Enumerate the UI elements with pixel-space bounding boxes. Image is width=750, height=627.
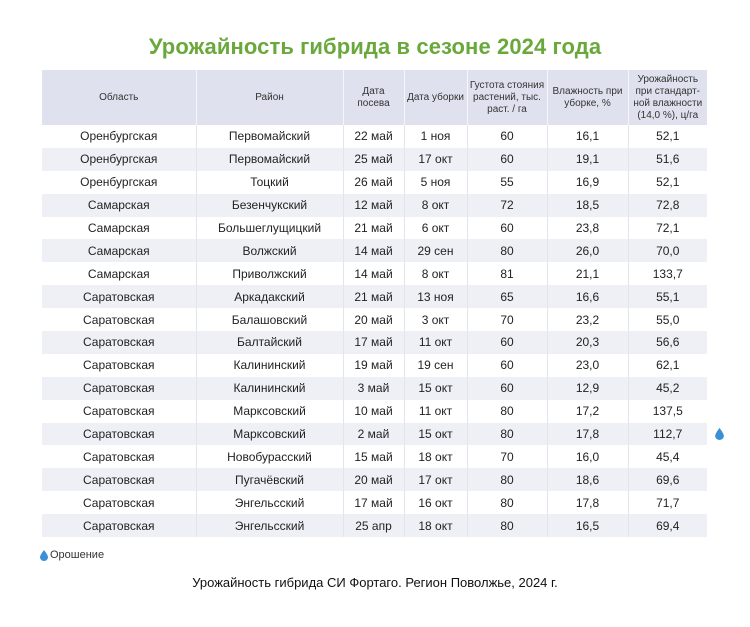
yield-table — [42, 70, 707, 537]
cell-moisture-value: 23,0 — [575, 358, 600, 373]
cell-region-value: Саратовская — [82, 381, 155, 396]
cell-harvest-date — [404, 354, 467, 377]
header-moisture: Влажность при уборке, % — [547, 70, 628, 125]
cell-harvest-date — [404, 194, 467, 217]
table-row — [42, 125, 707, 148]
cell-harvest-date-value: 18 окт — [418, 449, 453, 464]
cell-sowing-date — [343, 400, 404, 423]
cell-region — [42, 514, 196, 537]
cell-sowing-date — [343, 171, 404, 194]
cell-region — [42, 285, 196, 308]
cell-plant-density-value: 60 — [500, 335, 514, 350]
cell-district — [196, 171, 343, 194]
cell-moisture-value: 23,2 — [575, 312, 600, 327]
cell-sowing-date — [343, 491, 404, 514]
cell-district-value: Калининский — [233, 358, 306, 373]
cell-yield — [628, 217, 707, 240]
cell-region-value: Саратовская — [82, 518, 155, 533]
cell-harvest-date-value: 18 окт — [418, 518, 453, 533]
cell-district — [196, 262, 343, 285]
cell-plant-density-value: 60 — [500, 221, 514, 235]
cell-yield — [628, 171, 707, 194]
cell-plant-density — [467, 217, 547, 240]
cell-yield-value: 133,7 — [652, 266, 683, 281]
cell-sowing-date — [343, 445, 404, 468]
cell-yield — [628, 491, 707, 514]
cell-district-value: Первомайский — [228, 152, 311, 167]
cell-moisture — [547, 262, 628, 285]
cell-region — [42, 171, 196, 194]
cell-sowing-date-value: 15 май — [354, 449, 393, 464]
cell-district — [196, 423, 343, 446]
cell-harvest-date — [404, 148, 467, 171]
cell-district — [196, 445, 343, 468]
cell-yield-value: 112,7 — [653, 427, 683, 442]
cell-district — [196, 377, 343, 400]
cell-yield-value: 52,1 — [656, 129, 680, 144]
cell-moisture-value: 18,6 — [575, 472, 600, 487]
header-harvest-date: Дата уборки — [404, 70, 467, 125]
header-sowing-date: Дата посева — [343, 70, 404, 125]
cell-district-value: Безенчукский — [231, 198, 308, 213]
cell-district — [196, 194, 343, 217]
cell-moisture — [547, 148, 628, 171]
cell-region — [42, 400, 196, 423]
cell-sowing-date — [343, 262, 404, 285]
cell-yield — [628, 331, 707, 354]
cell-district-value: Пугачёвский — [235, 472, 304, 487]
cell-region — [42, 308, 196, 331]
cell-harvest-date — [404, 217, 467, 240]
cell-plant-density-value: 70 — [500, 312, 514, 327]
cell-plant-density-value: 65 — [500, 289, 514, 304]
cell-yield-value: 70,0 — [656, 243, 680, 258]
cell-plant-density-value: 60 — [500, 129, 514, 144]
cell-moisture — [547, 468, 628, 491]
cell-sowing-date-value: 10 май — [354, 404, 393, 419]
cell-plant-density — [467, 468, 547, 491]
cell-yield — [628, 194, 707, 217]
cell-moisture — [547, 285, 628, 308]
cell-moisture — [547, 514, 628, 537]
cell-region-value: Самарская — [87, 243, 150, 258]
cell-yield-value: 56,6 — [656, 335, 680, 350]
cell-region — [42, 217, 196, 240]
cell-moisture — [547, 491, 628, 514]
cell-yield — [628, 445, 707, 468]
cell-plant-density — [467, 445, 547, 468]
cell-moisture-value: 16,9 — [575, 175, 600, 190]
cell-plant-density — [467, 354, 547, 377]
cell-yield-value: 71,7 — [656, 495, 680, 510]
cell-moisture-value: 17,8 — [575, 495, 600, 510]
cell-region-value: Оренбургская — [80, 152, 158, 167]
cell-yield — [628, 239, 707, 262]
cell-sowing-date-value: 2 май — [357, 427, 390, 442]
cell-sowing-date-value: 17 май — [354, 335, 393, 350]
legend — [40, 549, 104, 561]
cell-yield — [628, 148, 707, 171]
cell-region-value: Саратовская — [82, 358, 155, 373]
cell-yield — [628, 423, 707, 446]
cell-plant-density-value: 80 — [500, 518, 514, 533]
cell-harvest-date-value: 19 сен — [417, 358, 454, 373]
cell-plant-density — [467, 491, 547, 514]
cell-district — [196, 125, 343, 148]
cell-region-value: Самарская — [87, 266, 150, 281]
cell-region-value: Оренбургская — [80, 129, 158, 144]
water-drop-icon — [40, 550, 48, 561]
cell-yield-value: 55,0 — [656, 312, 680, 327]
table-row — [42, 331, 707, 354]
cell-sowing-date — [343, 308, 404, 331]
cell-moisture-value: 18,5 — [575, 198, 600, 213]
cell-moisture — [547, 423, 628, 446]
page-title: Урожайность гибрида в сезоне 2024 года — [148, 34, 602, 59]
cell-yield — [628, 354, 707, 377]
cell-sowing-date — [343, 194, 404, 217]
cell-region-value: Саратовская — [82, 449, 155, 464]
cell-sowing-date — [343, 423, 404, 446]
cell-harvest-date — [404, 308, 467, 331]
cell-region — [42, 331, 196, 354]
cell-district — [196, 148, 343, 171]
header-district: Район — [196, 70, 343, 125]
cell-yield-value: 45,2 — [656, 381, 680, 396]
table-row — [42, 308, 707, 331]
cell-plant-density-value: 81 — [500, 266, 514, 281]
cell-plant-density — [467, 331, 547, 354]
cell-sowing-date-value: 25 май — [354, 152, 393, 167]
cell-sowing-date-value: 21 май — [354, 221, 393, 235]
cell-yield-value: 69,4 — [656, 518, 680, 533]
cell-harvest-date — [404, 285, 467, 308]
cell-moisture — [547, 331, 628, 354]
cell-moisture-value: 16,0 — [575, 449, 600, 464]
cell-region-value: Саратовская — [82, 289, 155, 304]
cell-harvest-date-value: 15 окт — [418, 427, 453, 442]
cell-moisture-value: 16,1 — [575, 129, 600, 144]
cell-district — [196, 400, 343, 423]
table-row — [42, 400, 707, 423]
header-plant-density: Густота стояния растений, тыс. раст. / га — [467, 70, 547, 125]
table-row — [42, 239, 707, 262]
cell-plant-density — [467, 308, 547, 331]
cell-plant-density-value: 80 — [500, 404, 514, 419]
cell-harvest-date — [404, 468, 467, 491]
cell-sowing-date — [343, 148, 404, 171]
cell-yield — [628, 125, 707, 148]
cell-district — [196, 331, 343, 354]
cell-sowing-date-value: 20 май — [354, 312, 393, 327]
cell-district — [196, 285, 343, 308]
table-row — [42, 377, 707, 400]
cell-harvest-date-value: 11 окт — [418, 404, 453, 419]
cell-district-value: Марксовский — [233, 404, 306, 419]
cell-harvest-date — [404, 239, 467, 262]
cell-district — [196, 354, 343, 377]
cell-region — [42, 262, 196, 285]
cell-plant-density-value: 80 — [500, 495, 514, 510]
cell-moisture-value: 26,0 — [575, 243, 600, 258]
cell-district-value: Энгельсский — [234, 518, 305, 533]
table-row — [42, 194, 707, 217]
table-row — [42, 423, 707, 446]
cell-harvest-date-value: 15 окт — [418, 381, 453, 396]
cell-yield — [628, 514, 707, 537]
cell-sowing-date-value: 17 май — [354, 495, 393, 510]
header-yield: Урожайность при стандарт-ной влажности (14,0 %), ц/га — [628, 70, 707, 125]
cell-sowing-date — [343, 514, 404, 537]
cell-yield — [628, 377, 707, 400]
table-header-row — [42, 70, 707, 125]
cell-region — [42, 491, 196, 514]
cell-plant-density — [467, 514, 547, 537]
table-row — [42, 445, 707, 468]
cell-harvest-date — [404, 423, 467, 446]
cell-plant-density-value: 80 — [500, 472, 514, 487]
cell-harvest-date-value: 6 окт — [421, 221, 450, 235]
cell-plant-density — [467, 262, 547, 285]
cell-sowing-date-value: 20 май — [354, 472, 393, 487]
cell-harvest-date-value: 8 окт — [421, 198, 450, 213]
cell-moisture — [547, 194, 628, 217]
cell-district-value: Балашовский — [231, 312, 308, 327]
cell-sowing-date — [343, 331, 404, 354]
cell-sowing-date — [343, 125, 404, 148]
cell-sowing-date — [343, 468, 404, 491]
table-row — [42, 217, 707, 240]
cell-harvest-date-value: 17 окт — [418, 152, 453, 167]
cell-harvest-date-value: 17 окт — [418, 472, 453, 487]
cell-plant-density-value: 55 — [500, 175, 514, 190]
cell-yield-value: 51,6 — [656, 152, 680, 167]
cell-harvest-date — [404, 262, 467, 285]
cell-yield-value: 55,1 — [656, 289, 680, 304]
table-row — [42, 491, 707, 514]
cell-plant-density-value: 60 — [500, 381, 514, 396]
cell-sowing-date — [343, 354, 404, 377]
cell-harvest-date-value: 13 ноя — [417, 289, 454, 304]
cell-moisture — [547, 171, 628, 194]
cell-region — [42, 377, 196, 400]
cell-plant-density — [467, 125, 547, 148]
cell-sowing-date-value: 22 май — [354, 129, 393, 144]
cell-moisture-value: 17,8 — [575, 427, 600, 442]
cell-harvest-date-value: 8 окт — [421, 266, 450, 281]
cell-harvest-date-value: 29 сен — [417, 243, 454, 258]
cell-district-value: Волжский — [242, 243, 297, 258]
header-region: Область — [42, 70, 196, 125]
cell-harvest-date — [404, 377, 467, 400]
cell-yield — [628, 262, 707, 285]
cell-plant-density-value: 80 — [500, 243, 514, 258]
cell-region-value: Самарская — [87, 198, 150, 213]
cell-yield-value: 45,4 — [656, 449, 680, 464]
cell-region-value: Саратовская — [82, 404, 155, 419]
table-row — [42, 514, 707, 537]
cell-district-value: Балтайский — [237, 335, 302, 350]
cell-region-value: Оренбургская — [80, 175, 158, 190]
cell-sowing-date-value: 3 май — [357, 381, 390, 396]
cell-plant-density — [467, 194, 547, 217]
water-drop-icon — [715, 428, 724, 440]
cell-district-value: Аркадакский — [234, 289, 305, 304]
cell-moisture — [547, 217, 628, 240]
cell-district — [196, 308, 343, 331]
cell-district — [196, 491, 343, 514]
cell-district-value: Марксовский — [233, 427, 306, 442]
cell-sowing-date-value: 21 май — [354, 289, 393, 304]
table-row — [42, 148, 707, 171]
cell-district-value: Тоцкий — [250, 175, 289, 190]
cell-region — [42, 194, 196, 217]
cell-plant-density — [467, 423, 547, 446]
cell-yield — [628, 308, 707, 331]
cell-yield-value: 72,8 — [656, 198, 680, 213]
cell-moisture-value: 12,9 — [575, 381, 600, 396]
cell-district-value: Приволжский — [232, 266, 307, 281]
cell-sowing-date-value: 25 апр — [355, 518, 392, 533]
cell-sowing-date-value: 14 май — [354, 243, 393, 258]
cell-moisture — [547, 377, 628, 400]
cell-yield-value: 52,1 — [656, 175, 680, 190]
cell-sowing-date — [343, 239, 404, 262]
cell-plant-density-value: 70 — [500, 449, 514, 464]
cell-sowing-date-value: 12 май — [354, 198, 393, 213]
cell-region-value: Саратовская — [82, 335, 155, 350]
cell-sowing-date — [343, 217, 404, 240]
cell-region — [42, 468, 196, 491]
cell-region — [42, 148, 196, 171]
cell-district — [196, 239, 343, 262]
cell-harvest-date — [404, 400, 467, 423]
cell-yield-value: 72,1 — [656, 221, 680, 235]
cell-yield — [628, 285, 707, 308]
cell-moisture-value: 20,3 — [575, 335, 600, 350]
cell-region-value: Самарская — [87, 221, 150, 235]
cell-harvest-date-value: 5 ноя — [420, 175, 451, 190]
cell-region — [42, 423, 196, 446]
cell-sowing-date — [343, 285, 404, 308]
cell-moisture — [547, 239, 628, 262]
cell-moisture — [547, 400, 628, 423]
cell-yield-value: 137,5 — [652, 404, 683, 419]
cell-harvest-date-value: 1 ноя — [420, 129, 451, 144]
table-body — [42, 125, 707, 537]
cell-plant-density-value: 80 — [500, 427, 514, 442]
cell-harvest-date-value: 11 окт — [418, 335, 453, 350]
cell-moisture — [547, 125, 628, 148]
cell-moisture — [547, 308, 628, 331]
cell-region-value: Саратовская — [82, 312, 155, 327]
table-row — [42, 171, 707, 194]
cell-yield-value: 62,1 — [656, 358, 680, 373]
cell-moisture-value: 23,8 — [575, 221, 600, 235]
cell-plant-density — [467, 239, 547, 262]
cell-region — [42, 125, 196, 148]
cell-yield-value: 69,6 — [656, 472, 680, 487]
cell-plant-density — [467, 171, 547, 194]
cell-district-value: Новобурасский — [227, 449, 312, 464]
cell-yield — [628, 400, 707, 423]
cell-district-value: Калининский — [233, 381, 306, 396]
cell-region-value: Саратовская — [82, 495, 155, 510]
cell-plant-density-value: 72 — [500, 198, 514, 213]
cell-harvest-date — [404, 171, 467, 194]
cell-moisture-value: 17,2 — [575, 404, 600, 419]
cell-harvest-date — [404, 125, 467, 148]
cell-region-value: Саратовская — [82, 427, 155, 442]
cell-district-value: Большеглущицкий — [217, 221, 322, 235]
cell-moisture-value: 16,6 — [575, 289, 600, 304]
cell-sowing-date-value: 26 май — [354, 175, 393, 190]
cell-district-value: Первомайский — [228, 129, 311, 144]
cell-region-value: Саратовская — [82, 472, 155, 487]
cell-harvest-date — [404, 331, 467, 354]
cell-plant-density — [467, 400, 547, 423]
cell-moisture-value: 19,1 — [575, 152, 600, 167]
cell-moisture-value: 21,1 — [575, 266, 600, 281]
cell-plant-density — [467, 148, 547, 171]
table-row — [42, 468, 707, 491]
cell-harvest-date — [404, 514, 467, 537]
cell-district — [196, 514, 343, 537]
cell-district — [196, 217, 343, 240]
cell-sowing-date-value: 14 май — [354, 266, 393, 281]
cell-harvest-date — [404, 491, 467, 514]
cell-region — [42, 445, 196, 468]
cell-harvest-date — [404, 445, 467, 468]
cell-district-value: Энгельсский — [234, 495, 305, 510]
figure-caption: Урожайность гибрида СИ Фортаго. Регион Поволжье, 2024 г. — [192, 575, 558, 590]
table-row — [42, 262, 707, 285]
cell-moisture-value: 16,5 — [575, 518, 600, 533]
legend-label: Орошение — [50, 549, 105, 561]
cell-moisture — [547, 354, 628, 377]
cell-plant-density-value: 60 — [500, 358, 514, 373]
table-row — [42, 354, 707, 377]
cell-moisture — [547, 445, 628, 468]
table-row — [42, 285, 707, 308]
cell-region — [42, 354, 196, 377]
cell-plant-density — [467, 285, 547, 308]
cell-harvest-date-value: 16 окт — [418, 495, 453, 510]
cell-sowing-date — [343, 377, 404, 400]
cell-harvest-date-value: 3 окт — [421, 312, 450, 327]
cell-plant-density — [467, 377, 547, 400]
cell-yield — [628, 468, 707, 491]
cell-district — [196, 468, 343, 491]
cell-region — [42, 239, 196, 262]
cell-plant-density-value: 60 — [500, 152, 514, 167]
cell-sowing-date-value: 19 май — [354, 358, 393, 373]
